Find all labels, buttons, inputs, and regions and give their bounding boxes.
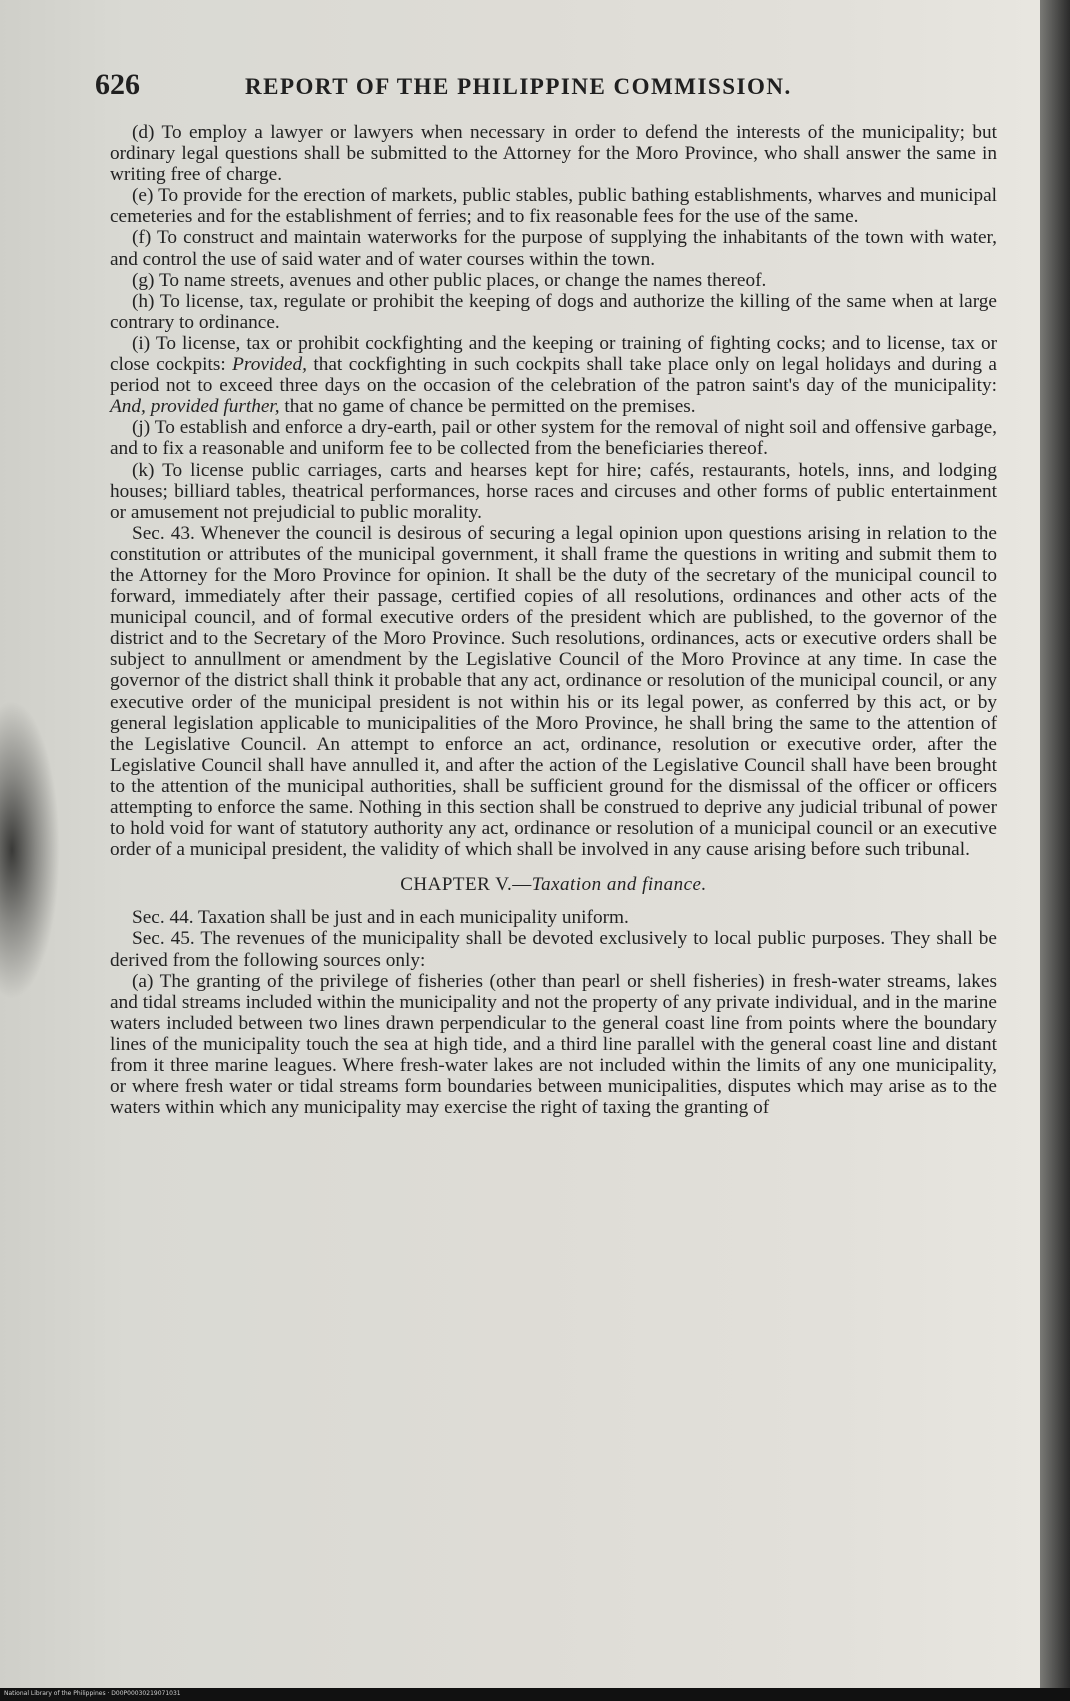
paragraph-h: (h) To license, tax, regulate or prohibit the keeping of dogs and authorize the killing of the same when at large contrary to ordinance. <box>110 290 997 333</box>
paragraph-i-part-e: that no game of chance be permitted on the premises. <box>284 396 696 418</box>
scan-edge-shadow <box>1040 0 1070 1701</box>
binding-clip-shadow <box>0 700 60 1000</box>
paragraph-g: (g) To name streets, avenues and other public places, or change the names thereof. <box>132 269 767 291</box>
section-44: Sec. 44. Taxation shall be just and in each municipality uniform. <box>132 907 629 929</box>
page-header <box>95 68 1005 108</box>
paragraph-j: (j) To establish and enforce a dry-earth, pail or other system for the removal of night soil and offensive garbage, and to fix a reasonable and uniform fee to be collected from the beneficiaries thereof. <box>110 417 997 460</box>
paragraph-a-fisheries: (a) The granting of the privilege of fisheries (other than pearl or shell fisheries) in fresh-water streams, lakes and tidal streams included within the municipality and not the property of any private individual, and in the marine waters included between two lines drawn perpendicular to the general coast line from points where the boundary lines of the municipality touch the sea at high tide, and a third line parallel with the general coast line and distant from it three marine leagues. Where fresh-water lakes are not included within the limits of any one municipality, or where fresh water or tidal streams form boundaries between municipalities, disputes which may arise as to the waters within which any municipality may exercise the right of taxing the granting of <box>110 970 997 1119</box>
paragraph-k: (k) To license public carriages, carts and hearses kept for hire; cafés, restaurants, hotels, inns, and lodging houses; billiard tables, theatrical performances, horse races and circuses and other forms of public entertainment or amusement not prejudicial to public morality. <box>110 459 997 523</box>
body-text <box>110 122 997 1118</box>
paragraph-i-part-a: (i) To license, tax or prohibit cockfighting and the keeping or training of fighting cocks; and to license, tax or close cockpits: <box>110 332 997 376</box>
page-number: 626 <box>95 68 140 101</box>
chapter-number: CHAPTER V.— <box>400 874 532 896</box>
proviso-provided-further: And, provided further, <box>110 396 280 418</box>
paragraph-f: (f) To construct and maintain waterworks for the purpose of supplying the inhabitants of the town with water, and control the use of said water and of water courses within the town. <box>110 227 997 270</box>
chapter-heading <box>110 874 997 895</box>
section-45: Sec. 45. The revenues of the municipality shall be devoted exclusively to local public purposes. They shall be derived from the following sources only: <box>110 928 997 971</box>
paragraph-e: (e) To provide for the erection of markets, public stables, public bathing establishments, wharves and municipal cemeteries and for the establishment of ferries; and to fix reasonable fees for the use of the same. <box>110 185 997 228</box>
chapter-title: Taxation and finance. <box>531 874 707 896</box>
paragraph-i <box>110 333 997 417</box>
running-head: REPORT OF THE PHILIPPINE COMMISSION. <box>245 74 792 99</box>
source-watermark: National Library of the Philippines · D00P00030219071031 <box>4 1690 181 1697</box>
paragraph-d: (d) To employ a lawyer or lawyers when necessary in order to defend the interests of the municipality; but ordinary legal questions shall be submitted to the Attorney for the Moro Province, who shall answer the same in writing free of charge. <box>110 122 997 186</box>
paragraph-i-part-c: that cockfighting in such cockpits shall take place only on legal holidays and during a period not to exceed three days on the occasion of the celebration of the patron saint's day of the municipality: <box>110 354 997 397</box>
proviso-provided: Provided, <box>232 354 307 376</box>
section-43: Sec. 43. Whenever the council is desirous of securing a legal opinion upon questions arising in relation to the constitution or attributes of the municipal government, it shall frame the questions in writing and submit them to the Attorney for the Moro Province for opinion. It shall be the duty of the secretary of the municipal council to forward, immediately after their passage, certified copies of all resolutions, ordinances and other acts of the municipal council, and of formal executive orders of the president which are published, to the governor of the district and to the Secretary of the Moro Province. Such resolutions, ordinances, acts or executive orders shall be subject to annullment or amendment by the Legislative Council of the Moro Province at any time. In case the governor of the district shall think it probable that any act, ordinance or resolution of the municipal council, or any executive order of the municipal president is not within his or its legal power, as conferred by this act, or by general legislation applicable to municipalities of the Moro Province, he shall bring the same to the attention of the Legislative Council. An attempt to enforce an act, ordinance, resolution or executive order, after the Legislative Council shall have annulled it, and after the action of the Legislative Council shall have been brought to the attention of the municipal authorities, shall be sufficient ground for the dismissal of the officer or officers attempting to enforce the same. Nothing in this section shall be construed to deprive any judicial tribunal of power to hold void for want of statutory authority any act, ordinance or resolution of a municipal council or an executive order of a municipal president, the validity of which shall be involved in any cause arising before such tribunal. <box>110 522 997 861</box>
